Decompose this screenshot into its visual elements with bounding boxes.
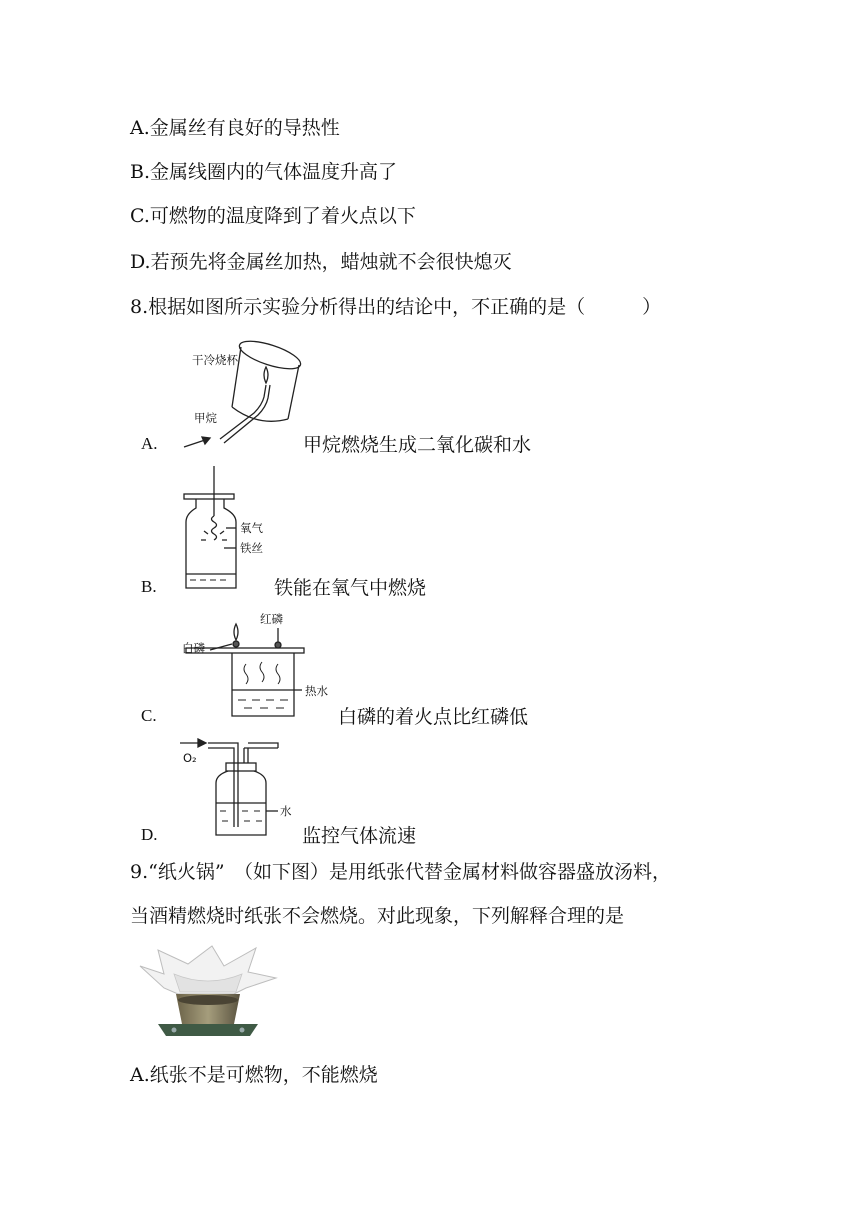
label-o2: O₂	[183, 751, 197, 765]
label-white-phosphorus: 白磷	[182, 641, 205, 655]
q9-stem-line2: 当酒精燃烧时纸张不会燃烧。对此现象，下列解释合理的是	[130, 905, 625, 927]
q8-option-a-label: A.	[141, 434, 158, 453]
q8-option-a-text: 甲烷燃烧生成二氧化碳和水	[303, 434, 532, 456]
q8-option-b-label: B.	[141, 577, 157, 596]
q7-option-d: D.若预先将金属丝加热，蜡烛就不会很快熄灭	[130, 251, 512, 273]
label-cold-beaker: 干冷烧杯	[192, 353, 238, 367]
q9-stem-line1: 9.“纸火锅” （如下图）是用纸张代替金属材料做容器盛放汤料，	[130, 861, 672, 883]
label-water: 水	[280, 804, 292, 818]
label-red-phosphorus: 红磷	[260, 612, 283, 626]
q7-option-c: C.可燃物的温度降到了着火点以下	[130, 205, 416, 227]
label-methane: 甲烷	[194, 411, 217, 425]
label-iron-wire: 铁丝	[240, 541, 263, 555]
label-hot-water: 热水	[305, 684, 328, 698]
label-oxygen: 氧气	[240, 521, 263, 535]
phosphorus-figure	[170, 606, 330, 722]
q8-option-c-label: C.	[141, 706, 157, 725]
q8-stem: 8.根据如图所示实验分析得出的结论中，不正确的是（ ）	[130, 296, 662, 318]
q7-option-a: A.金属丝有良好的导热性	[130, 117, 340, 139]
paper-hotpot-image	[138, 944, 278, 1040]
q7-option-b: B.金属线圈内的气体温度升高了	[130, 161, 398, 183]
iron-oxygen-figure	[178, 464, 278, 592]
q8-option-c-text: 白磷的着火点比红磷低	[338, 706, 529, 728]
q9-option-a: A.纸张不是可燃物，不能燃烧	[130, 1064, 378, 1086]
q8-option-d-text: 监控气体流速	[302, 825, 417, 847]
q8-option-b-text: 铁能在氧气中燃烧	[274, 577, 427, 599]
q8-option-d-label: D.	[141, 825, 158, 844]
